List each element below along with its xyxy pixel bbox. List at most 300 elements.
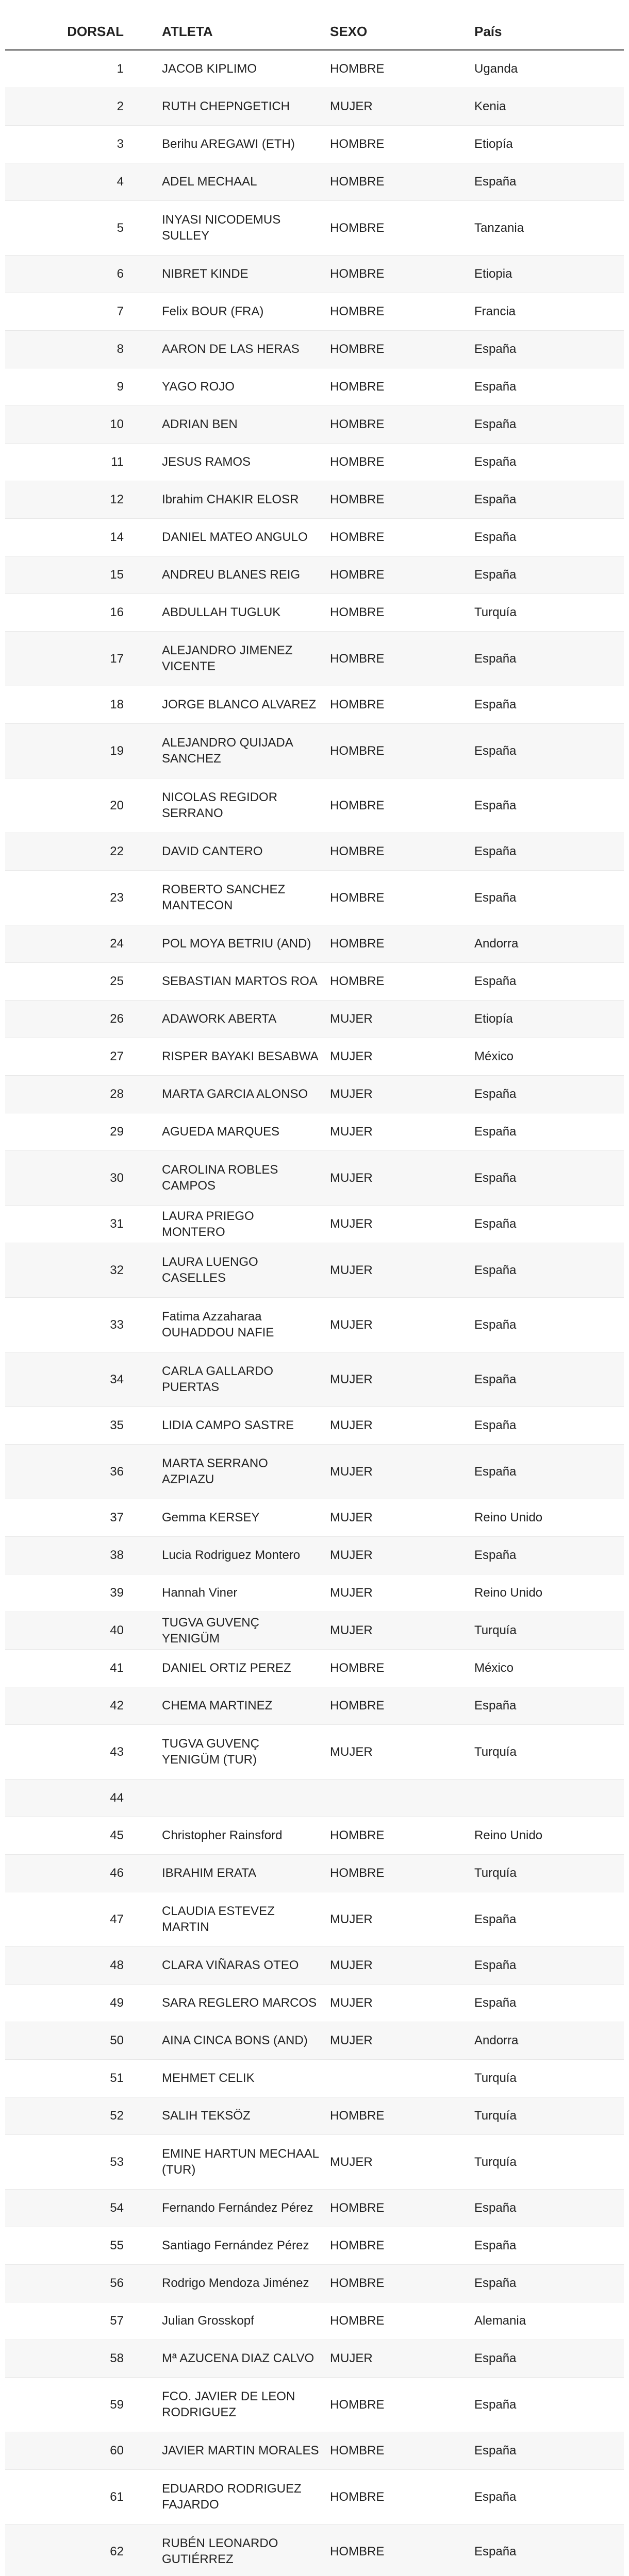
cell-dorsal: 20	[5, 778, 124, 833]
cell-dorsal: 15	[5, 556, 124, 594]
cell-sexo: HOMBRE	[330, 2377, 474, 2432]
cell-dorsal: 40	[5, 1612, 124, 1649]
cell-pais: España	[474, 1243, 624, 1297]
cell-atleta: SEBASTIAN MARTOS ROA	[124, 962, 330, 1000]
table-row	[5, 1892, 624, 1946]
cell-dorsal: 50	[5, 2022, 124, 2059]
table-row	[5, 368, 624, 405]
athletes-table	[5, 13, 624, 2576]
cell-pais: España	[474, 1984, 624, 2022]
cell-dorsal: 16	[5, 594, 124, 631]
cell-atleta	[124, 1779, 330, 1817]
cell-sexo: HOMBRE	[330, 594, 474, 631]
table-row	[5, 1297, 624, 1352]
cell-pais: España	[474, 1205, 624, 1243]
cell-sexo: MUJER	[330, 1612, 474, 1649]
cell-sexo: MUJER	[330, 1150, 474, 1205]
cell-pais: Turquía	[474, 1724, 624, 1779]
cell-sexo: MUJER	[330, 1946, 474, 1984]
header-pais[interactable]: País	[474, 13, 624, 50]
table-row	[5, 163, 624, 200]
cell-sexo: HOMBRE	[330, 518, 474, 556]
table-row	[5, 1687, 624, 1724]
cell-sexo: MUJER	[330, 1243, 474, 1297]
table-row	[5, 2340, 624, 2377]
cell-sexo: HOMBRE	[330, 255, 474, 293]
cell-dorsal: 43	[5, 1724, 124, 1779]
table-row	[5, 1352, 624, 1406]
cell-pais: España	[474, 481, 624, 518]
table-row	[5, 1499, 624, 1536]
table-row	[5, 255, 624, 293]
cell-sexo: HOMBRE	[330, 925, 474, 962]
table-row	[5, 88, 624, 125]
cell-pais: España	[474, 1444, 624, 1499]
cell-dorsal: 39	[5, 1574, 124, 1612]
cell-atleta: CHEMA MARTINEZ	[124, 1687, 330, 1724]
table-row	[5, 1205, 624, 1243]
table-row	[5, 2524, 624, 2576]
table-header	[5, 13, 624, 50]
cell-dorsal: 48	[5, 1946, 124, 1984]
table-row	[5, 870, 624, 925]
cell-pais: España	[474, 368, 624, 405]
cell-sexo: HOMBRE	[330, 125, 474, 163]
cell-sexo: HOMBRE	[330, 50, 474, 88]
cell-atleta: NICOLAS REGIDOR SERRANO	[124, 778, 330, 833]
cell-atleta: ADAWORK ABERTA	[124, 1000, 330, 1038]
cell-atleta: Mª AZUCENA DIAZ CALVO	[124, 2340, 330, 2377]
table-row	[5, 833, 624, 870]
cell-dorsal: 1	[5, 50, 124, 88]
cell-dorsal: 19	[5, 723, 124, 778]
cell-dorsal: 27	[5, 1038, 124, 1075]
cell-pais: España	[474, 631, 624, 686]
cell-sexo: HOMBRE	[330, 1854, 474, 1892]
table-row	[5, 1649, 624, 1687]
cell-dorsal: 9	[5, 368, 124, 405]
cell-pais: Alemania	[474, 2302, 624, 2340]
cell-sexo: HOMBRE	[330, 833, 474, 870]
table-row	[5, 1612, 624, 1649]
cell-atleta: Julian Grosskopf	[124, 2302, 330, 2340]
cell-sexo: MUJER	[330, 1205, 474, 1243]
cell-atleta: Gemma KERSEY	[124, 1499, 330, 1536]
table-row	[5, 293, 624, 330]
cell-atleta: SARA REGLERO MARCOS	[124, 1984, 330, 2022]
header-sexo[interactable]: SEXO	[330, 13, 474, 50]
cell-dorsal: 22	[5, 833, 124, 870]
cell-dorsal: 42	[5, 1687, 124, 1724]
cell-pais: España	[474, 1406, 624, 1444]
table-row	[5, 925, 624, 962]
cell-pais: España	[474, 1536, 624, 1574]
cell-atleta: Hannah Viner	[124, 1574, 330, 1612]
cell-dorsal: 54	[5, 2189, 124, 2227]
cell-pais: Turquía	[474, 1854, 624, 1892]
table-row	[5, 2189, 624, 2227]
table-row	[5, 50, 624, 88]
cell-atleta: ADRIAN BEN	[124, 405, 330, 443]
cell-dorsal: 44	[5, 1779, 124, 1817]
header-row	[5, 13, 624, 50]
cell-dorsal: 17	[5, 631, 124, 686]
cell-sexo: MUJER	[330, 1075, 474, 1113]
cell-pais: Etiopia	[474, 255, 624, 293]
table-row	[5, 2134, 624, 2189]
cell-sexo: MUJER	[330, 1984, 474, 2022]
cell-atleta: AINA CINCA BONS (AND)	[124, 2022, 330, 2059]
cell-atleta: DANIEL ORTIZ PEREZ	[124, 1649, 330, 1687]
cell-atleta: ABDULLAH TUGLUK	[124, 594, 330, 631]
cell-dorsal: 35	[5, 1406, 124, 1444]
athletes-table-container	[5, 13, 624, 2576]
cell-sexo: HOMBRE	[330, 2469, 474, 2524]
cell-pais: España	[474, 1075, 624, 1113]
cell-dorsal: 51	[5, 2059, 124, 2097]
table-row	[5, 723, 624, 778]
cell-pais: Uganda	[474, 50, 624, 88]
cell-dorsal: 61	[5, 2469, 124, 2524]
cell-atleta: MEHMET CELIK	[124, 2059, 330, 2097]
table-row	[5, 1000, 624, 1038]
cell-sexo: MUJER	[330, 2022, 474, 2059]
table-row	[5, 1574, 624, 1612]
cell-atleta: SALIH TEKSÖZ	[124, 2097, 330, 2134]
cell-atleta: CLAUDIA ESTEVEZ MARTIN	[124, 1892, 330, 1946]
cell-sexo: HOMBRE	[330, 2524, 474, 2576]
table-row	[5, 2059, 624, 2097]
cell-pais: España	[474, 2377, 624, 2432]
cell-pais: España	[474, 518, 624, 556]
cell-dorsal: 38	[5, 1536, 124, 1574]
cell-sexo: HOMBRE	[330, 556, 474, 594]
table-row	[5, 2022, 624, 2059]
table-row	[5, 1075, 624, 1113]
table-row	[5, 1779, 624, 1817]
cell-pais: España	[474, 1150, 624, 1205]
cell-atleta: Christopher Rainsford	[124, 1817, 330, 1854]
cell-pais: España	[474, 556, 624, 594]
table-row	[5, 1984, 624, 2022]
cell-sexo: HOMBRE	[330, 2432, 474, 2469]
cell-pais: México	[474, 1038, 624, 1075]
cell-dorsal: 8	[5, 330, 124, 368]
cell-atleta: DANIEL MATEO ANGULO	[124, 518, 330, 556]
table-row	[5, 2302, 624, 2340]
table-row	[5, 1406, 624, 1444]
cell-dorsal: 7	[5, 293, 124, 330]
cell-sexo: MUJER	[330, 1406, 474, 1444]
cell-sexo: HOMBRE	[330, 870, 474, 925]
table-row	[5, 481, 624, 518]
cell-dorsal: 62	[5, 2524, 124, 2576]
cell-dorsal: 10	[5, 405, 124, 443]
cell-sexo: MUJER	[330, 1444, 474, 1499]
cell-pais: España	[474, 962, 624, 1000]
cell-sexo	[330, 1779, 474, 1817]
cell-dorsal: 4	[5, 163, 124, 200]
cell-atleta: AARON DE LAS HERAS	[124, 330, 330, 368]
cell-sexo: HOMBRE	[330, 481, 474, 518]
cell-atleta: JESUS RAMOS	[124, 443, 330, 481]
cell-pais: Reino Unido	[474, 1574, 624, 1612]
cell-pais: España	[474, 2227, 624, 2264]
cell-pais: Tanzania	[474, 200, 624, 255]
cell-dorsal: 28	[5, 1075, 124, 1113]
cell-atleta: TUGVA GUVENÇ YENIGÜM	[124, 1612, 330, 1649]
table-row	[5, 443, 624, 481]
cell-sexo: HOMBRE	[330, 2227, 474, 2264]
cell-dorsal: 37	[5, 1499, 124, 1536]
table-row	[5, 1946, 624, 1984]
table-row	[5, 1536, 624, 1574]
cell-pais: Reino Unido	[474, 1817, 624, 1854]
cell-dorsal: 33	[5, 1297, 124, 1352]
cell-pais: España	[474, 2189, 624, 2227]
cell-atleta: CAROLINA ROBLES CAMPOS	[124, 1150, 330, 1205]
cell-sexo: MUJER	[330, 1000, 474, 1038]
cell-dorsal: 60	[5, 2432, 124, 2469]
cell-atleta: CLARA VIÑARAS OTEO	[124, 1946, 330, 1984]
cell-sexo: HOMBRE	[330, 1649, 474, 1687]
cell-pais: Kenia	[474, 88, 624, 125]
cell-sexo: MUJER	[330, 1892, 474, 1946]
cell-sexo: MUJER	[330, 1038, 474, 1075]
cell-pais: España	[474, 2432, 624, 2469]
cell-dorsal: 52	[5, 2097, 124, 2134]
cell-pais: España	[474, 1113, 624, 1150]
cell-sexo: HOMBRE	[330, 2189, 474, 2227]
cell-dorsal: 2	[5, 88, 124, 125]
cell-sexo: HOMBRE	[330, 631, 474, 686]
cell-pais: Etiopía	[474, 125, 624, 163]
cell-sexo: HOMBRE	[330, 2264, 474, 2302]
cell-atleta: ALEJANDRO QUIJADA SANCHEZ	[124, 723, 330, 778]
cell-pais: España	[474, 2524, 624, 2576]
table-row	[5, 778, 624, 833]
cell-atleta: RUBÉN LEONARDO GUTIÉRREZ	[124, 2524, 330, 2576]
cell-dorsal: 55	[5, 2227, 124, 2264]
cell-atleta: NIBRET KINDE	[124, 255, 330, 293]
cell-atleta: YAGO ROJO	[124, 368, 330, 405]
cell-atleta: EDUARDO RODRIGUEZ FAJARDO	[124, 2469, 330, 2524]
cell-sexo: HOMBRE	[330, 163, 474, 200]
cell-pais: Andorra	[474, 2022, 624, 2059]
cell-pais: España	[474, 2340, 624, 2377]
cell-pais: España	[474, 1946, 624, 1984]
cell-pais: España	[474, 405, 624, 443]
table-row	[5, 200, 624, 255]
cell-dorsal: 59	[5, 2377, 124, 2432]
table-body	[5, 50, 624, 2576]
cell-dorsal: 49	[5, 1984, 124, 2022]
cell-pais: España	[474, 163, 624, 200]
table-row	[5, 330, 624, 368]
cell-sexo: MUJER	[330, 2340, 474, 2377]
table-row	[5, 2469, 624, 2524]
cell-atleta: JORGE BLANCO ALVAREZ	[124, 686, 330, 723]
cell-dorsal: 32	[5, 1243, 124, 1297]
cell-sexo: HOMBRE	[330, 686, 474, 723]
cell-atleta: Felix BOUR (FRA)	[124, 293, 330, 330]
cell-sexo: HOMBRE	[330, 200, 474, 255]
table-row	[5, 1724, 624, 1779]
cell-dorsal: 18	[5, 686, 124, 723]
cell-sexo: MUJER	[330, 1724, 474, 1779]
cell-pais: España	[474, 1297, 624, 1352]
cell-dorsal: 58	[5, 2340, 124, 2377]
cell-atleta: INYASI NICODEMUS SULLEY	[124, 200, 330, 255]
cell-dorsal: 23	[5, 870, 124, 925]
header-dorsal[interactable]: DORSAL	[5, 13, 124, 50]
cell-dorsal: 25	[5, 962, 124, 1000]
header-atleta[interactable]: ATLETA	[124, 13, 330, 50]
cell-sexo: HOMBRE	[330, 443, 474, 481]
cell-dorsal: 26	[5, 1000, 124, 1038]
cell-sexo: MUJER	[330, 1499, 474, 1536]
cell-sexo: MUJER	[330, 1574, 474, 1612]
cell-atleta: TUGVA GUVENÇ YENIGÜM (TUR)	[124, 1724, 330, 1779]
cell-atleta: RUTH CHEPNGETICH	[124, 88, 330, 125]
cell-pais: España	[474, 778, 624, 833]
cell-sexo	[330, 2059, 474, 2097]
cell-atleta: MARTA SERRANO AZPIAZU	[124, 1444, 330, 1499]
cell-pais: España	[474, 2264, 624, 2302]
cell-atleta: DAVID CANTERO	[124, 833, 330, 870]
table-row	[5, 1444, 624, 1499]
cell-pais: Turquía	[474, 2059, 624, 2097]
table-row	[5, 1817, 624, 1854]
table-row	[5, 1113, 624, 1150]
cell-atleta: Berihu AREGAWI (ETH)	[124, 125, 330, 163]
cell-atleta: LIDIA CAMPO SASTRE	[124, 1406, 330, 1444]
cell-sexo: HOMBRE	[330, 1817, 474, 1854]
cell-dorsal: 46	[5, 1854, 124, 1892]
cell-sexo: HOMBRE	[330, 723, 474, 778]
cell-atleta: JAVIER MARTIN MORALES	[124, 2432, 330, 2469]
cell-pais: Turquía	[474, 2097, 624, 2134]
cell-atleta: LAURA PRIEGO MONTERO	[124, 1205, 330, 1243]
cell-sexo: MUJER	[330, 1352, 474, 1406]
cell-atleta: Fernando Fernández Pérez	[124, 2189, 330, 2227]
table-row	[5, 2097, 624, 2134]
cell-pais: Turquía	[474, 1612, 624, 1649]
cell-pais: Turquía	[474, 2134, 624, 2189]
table-row	[5, 1854, 624, 1892]
cell-dorsal: 34	[5, 1352, 124, 1406]
table-row	[5, 2227, 624, 2264]
cell-atleta: JACOB KIPLIMO	[124, 50, 330, 88]
table-row	[5, 518, 624, 556]
cell-atleta: MARTA GARCIA ALONSO	[124, 1075, 330, 1113]
table-row	[5, 686, 624, 723]
cell-atleta: FCO. JAVIER DE LEON RODRIGUEZ	[124, 2377, 330, 2432]
cell-pais	[474, 1779, 624, 1817]
cell-dorsal: 24	[5, 925, 124, 962]
cell-dorsal: 11	[5, 443, 124, 481]
table-row	[5, 2264, 624, 2302]
cell-dorsal: 30	[5, 1150, 124, 1205]
cell-dorsal: 53	[5, 2134, 124, 2189]
cell-atleta: ALEJANDRO JIMENEZ VICENTE	[124, 631, 330, 686]
cell-pais: España	[474, 833, 624, 870]
cell-atleta: IBRAHIM ERATA	[124, 1854, 330, 1892]
table-row	[5, 1243, 624, 1297]
table-row	[5, 1150, 624, 1205]
cell-atleta: ANDREU BLANES REIG	[124, 556, 330, 594]
cell-atleta: CARLA GALLARDO PUERTAS	[124, 1352, 330, 1406]
cell-pais: Andorra	[474, 925, 624, 962]
cell-pais: España	[474, 330, 624, 368]
cell-dorsal: 3	[5, 125, 124, 163]
cell-dorsal: 45	[5, 1817, 124, 1854]
cell-pais: España	[474, 1352, 624, 1406]
cell-sexo: MUJER	[330, 1113, 474, 1150]
cell-pais: España	[474, 1687, 624, 1724]
cell-sexo: HOMBRE	[330, 778, 474, 833]
cell-sexo: HOMBRE	[330, 962, 474, 1000]
table-row	[5, 556, 624, 594]
table-row	[5, 2377, 624, 2432]
cell-dorsal: 56	[5, 2264, 124, 2302]
cell-dorsal: 5	[5, 200, 124, 255]
cell-sexo: MUJER	[330, 1536, 474, 1574]
cell-dorsal: 14	[5, 518, 124, 556]
cell-sexo: HOMBRE	[330, 405, 474, 443]
cell-dorsal: 31	[5, 1205, 124, 1243]
cell-atleta: Santiago Fernández Pérez	[124, 2227, 330, 2264]
cell-atleta: Rodrigo Mendoza Jiménez	[124, 2264, 330, 2302]
cell-dorsal: 12	[5, 481, 124, 518]
cell-pais: México	[474, 1649, 624, 1687]
table-row	[5, 962, 624, 1000]
table-row	[5, 1038, 624, 1075]
cell-pais: España	[474, 686, 624, 723]
cell-sexo: MUJER	[330, 88, 474, 125]
cell-pais: España	[474, 723, 624, 778]
cell-atleta: RISPER BAYAKI BESABWA	[124, 1038, 330, 1075]
cell-atleta: LAURA LUENGO CASELLES	[124, 1243, 330, 1297]
cell-atleta: ROBERTO SANCHEZ MANTECON	[124, 870, 330, 925]
cell-dorsal: 57	[5, 2302, 124, 2340]
cell-atleta: EMINE HARTUN MECHAAL (TUR)	[124, 2134, 330, 2189]
cell-sexo: HOMBRE	[330, 330, 474, 368]
cell-dorsal: 36	[5, 1444, 124, 1499]
cell-dorsal: 41	[5, 1649, 124, 1687]
cell-pais: España	[474, 2469, 624, 2524]
cell-sexo: HOMBRE	[330, 2097, 474, 2134]
cell-sexo: MUJER	[330, 1297, 474, 1352]
cell-pais: España	[474, 870, 624, 925]
cell-atleta: Fatima Azzaharaa OUHADDOU NAFIE	[124, 1297, 330, 1352]
table-row	[5, 631, 624, 686]
cell-pais: Francia	[474, 293, 624, 330]
cell-pais: Turquía	[474, 594, 624, 631]
table-row	[5, 594, 624, 631]
cell-dorsal: 47	[5, 1892, 124, 1946]
cell-atleta: ADEL MECHAAL	[124, 163, 330, 200]
cell-pais: Reino Unido	[474, 1499, 624, 1536]
cell-pais: Etiopía	[474, 1000, 624, 1038]
table-row	[5, 2432, 624, 2469]
cell-pais: España	[474, 1892, 624, 1946]
cell-atleta: POL MOYA BETRIU (AND)	[124, 925, 330, 962]
cell-atleta: Ibrahim CHAKIR ELOSR	[124, 481, 330, 518]
cell-pais: España	[474, 443, 624, 481]
cell-dorsal: 29	[5, 1113, 124, 1150]
cell-atleta: Lucia Rodriguez Montero	[124, 1536, 330, 1574]
